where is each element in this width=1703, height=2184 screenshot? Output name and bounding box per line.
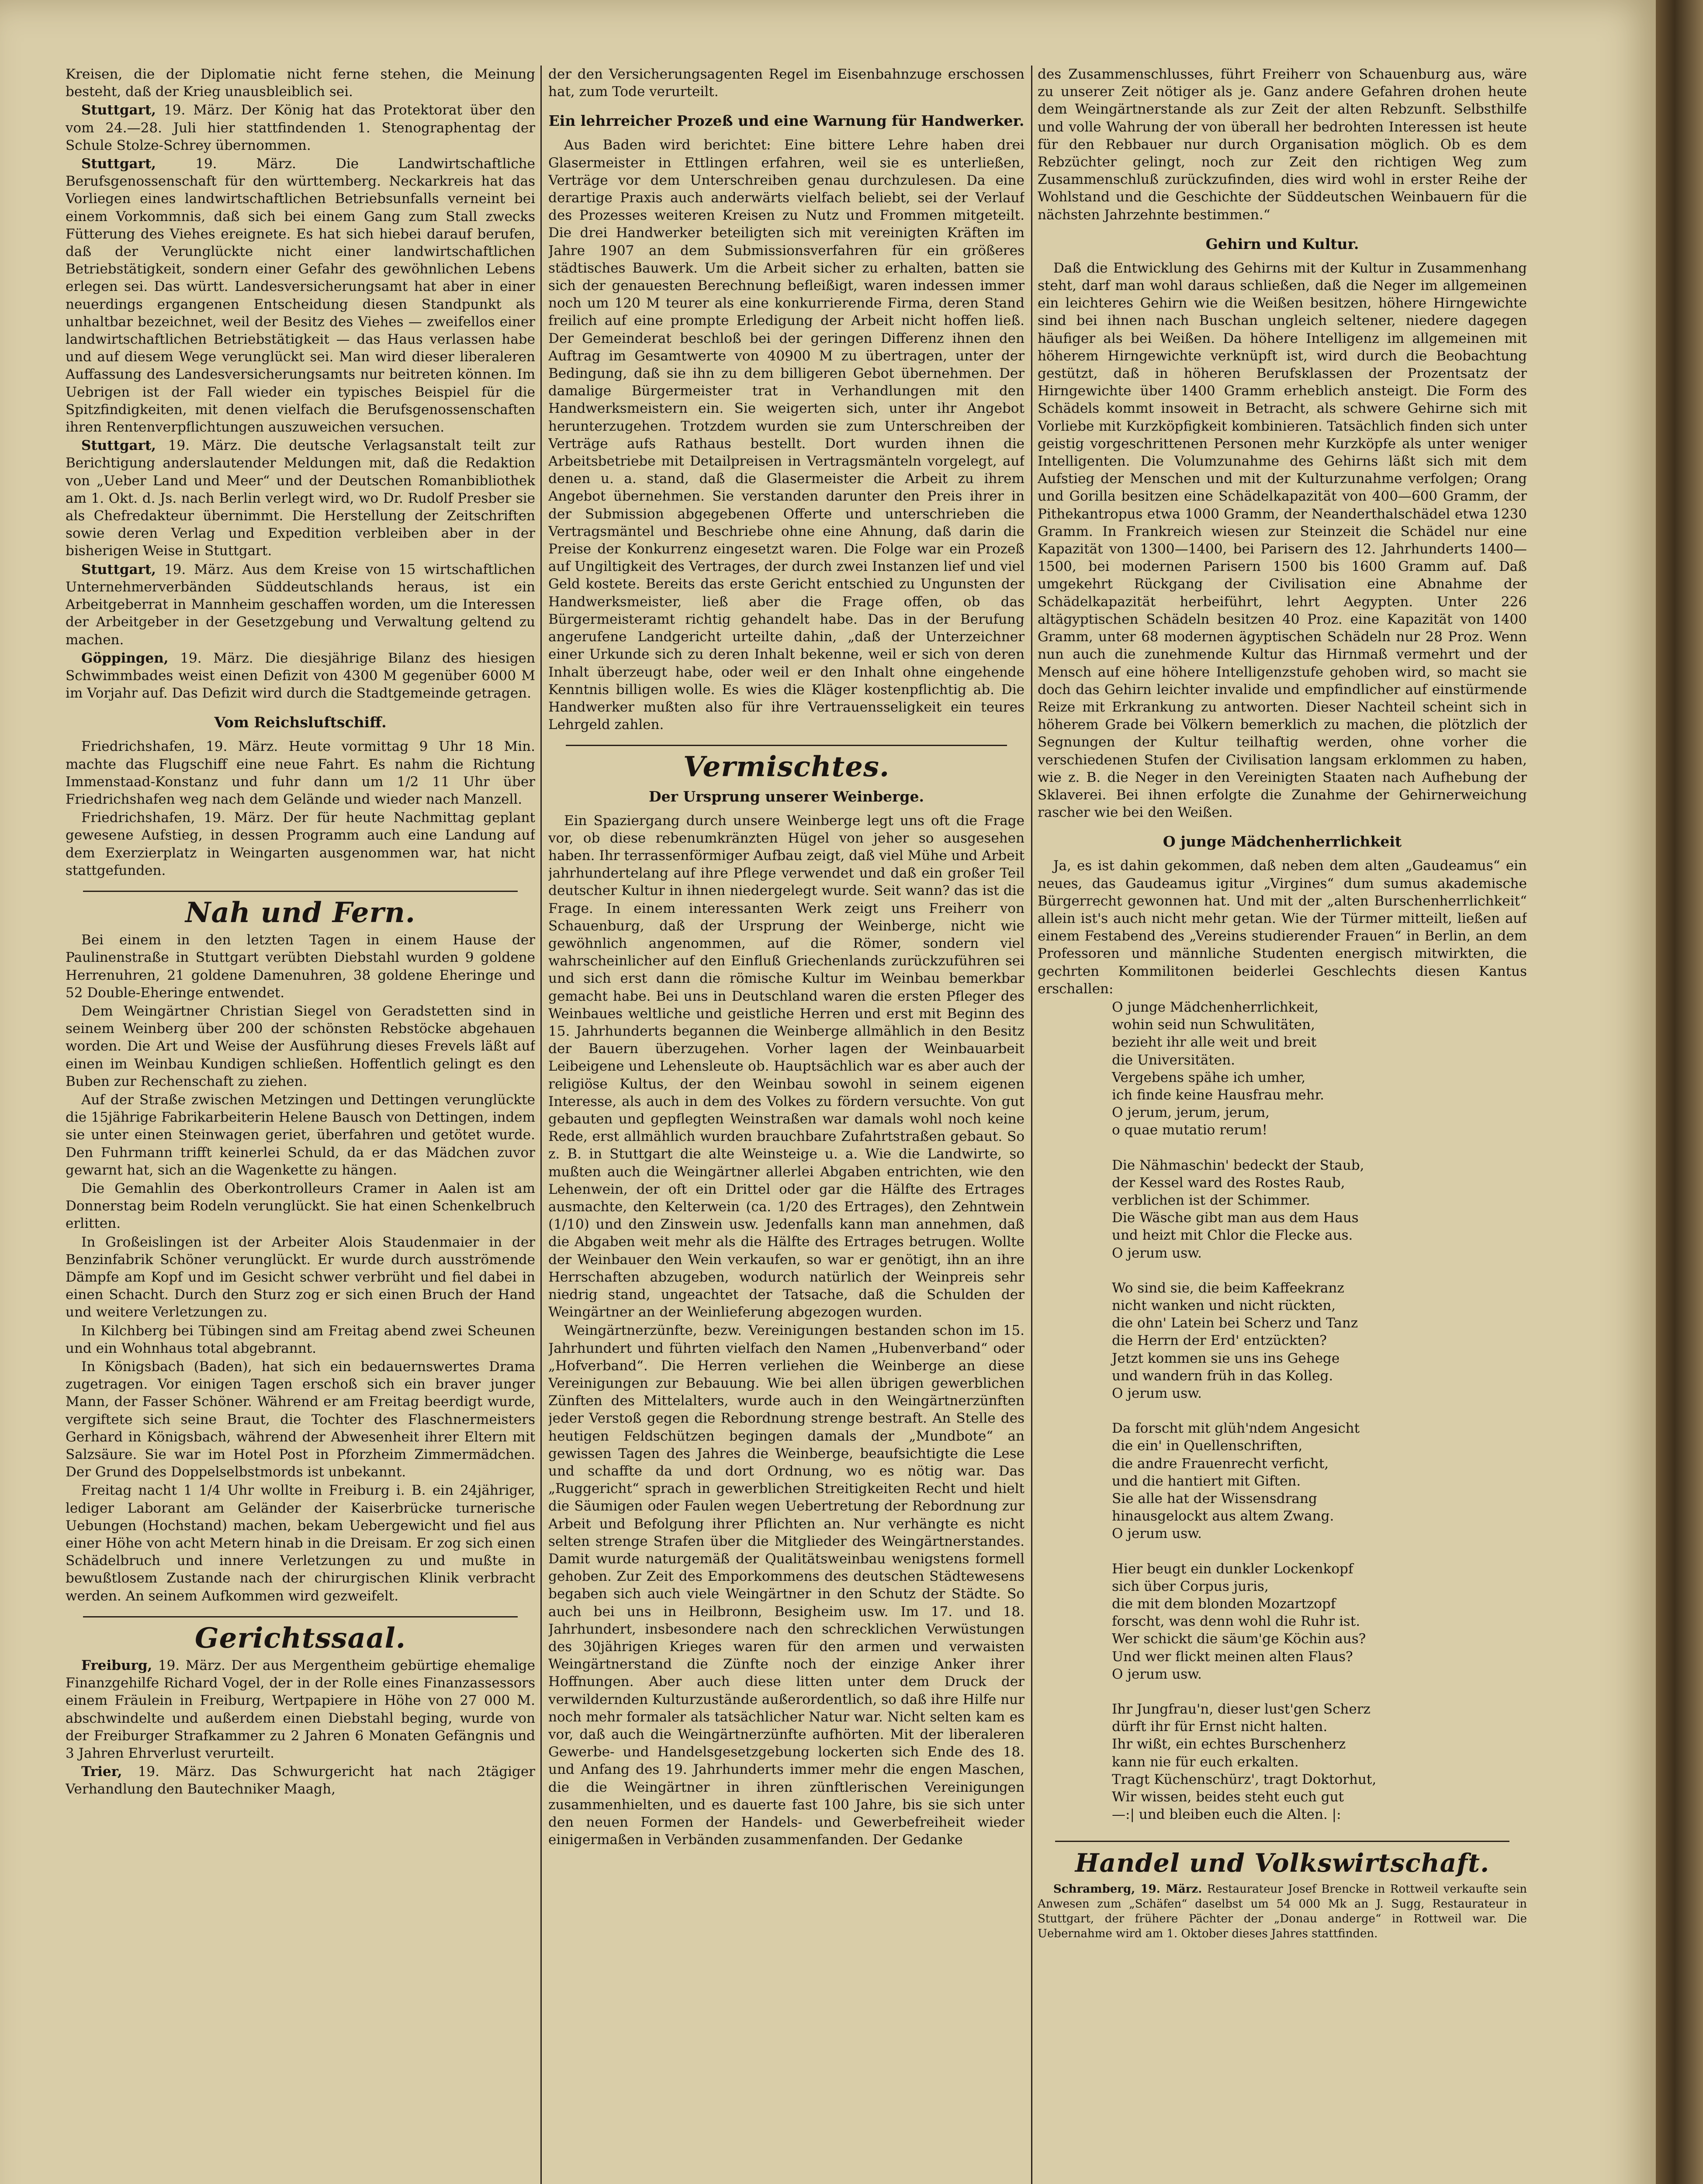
poem-line: Die Wäsche gibt man aus dem Haus [1112, 1210, 1359, 1226]
column-rule [540, 66, 542, 2184]
subheading-prozess: Ein lehrreicher Prozeß und eine Warnung für Handwerker. [548, 112, 1025, 130]
poem-stanza [1038, 1279, 1527, 1402]
poem-line: Wir wissen, beides steht euch gut [1112, 1789, 1344, 1805]
poem-line: O jerum, jerum, jerum, [1112, 1105, 1270, 1121]
poem-line: kann nie für euch erkalten. [1112, 1754, 1299, 1770]
poem-line: die ein' in Quellenschriften, [1112, 1438, 1303, 1454]
news-item: Bei einem in den letzten Tagen in einem Hause der Paulinenstraße in Stuttgart verübten Diebstahl wurden 9 goldene Herrenuhren, 21 goldene Damenuhren, 38 goldene Eheringe und 52 Double-Eheringe entwendet. [66, 932, 535, 1001]
news-item: Friedrichshafen, 19. März. Der für heute Nachmittag geplant gewesene Aufstieg, in dessen Programm auch eine Landung auf dem Exerzierplatz in Weingarten ausgenommen war, hat nicht stattgefunden. [66, 810, 535, 878]
section-heading-handel: Handel und Volkswirtschaft. [1075, 1848, 1490, 1878]
section-heading-gerichtssaal: Gerichtssaal. [194, 1621, 406, 1655]
article-paragraph: Daß die Entwicklung des Gehirns mit der Kultur in Zusammenhang steht, darf man wohl daraus schließen, daß die Neger im allgemeinen ein leichteres Gehirn wie die Weißen besitzen, höhere Hirngewichte sind bei ihnen nach Buschan ungleich seltener, niedere dagegen häufiger als bei Weißen. Da höhere Intelligenz im allgemeinen mit höherem Hirngewichte verknüpft ist, wird durch die Beobachtung gestützt, daß in höheren Berufsklassen der Prozentsatz der Hirngewichte über 1400 Gramm erheblich ansteigt. Die Form des Schädels kommt insoweit in Betracht, als schwere Gehirne sich mit Vorliebe mit Kurzköpfigkeit kombinieren. Tatsächlich finden sich unter geistig vorgeschrittenen Personen mehr Kurzköpfe als unter weniger Intelligenten. Die Volumzunahme des Gehirns läßt sich mit dem Aufstieg der Menschen und mit der Kulturzunahme verfolgen; Orang und Gorilla besitzen eine Schädelkapazität von 400—600 Gramm, der Pithekantropus etwa 1000 Gramm, der Neanderthalschädel etwa 1230 Gramm. In Frankreich wiesen zur Steinzeit die Schädel nur eine Kapazität von 1300—1400, bei Parisern des 12. Jahrhunderts 1400—1500, bei modernen Parisern 1500 bis 1600 Gramm auf. Daß umgekehrt Rückgang der Civilisation eine Abnahme der Schädelkapazität herbeiführt, lehrt Aegypten. Unter 226 altägyptischen Schädeln besitzen 40 Proz. eine Kapazität von 1400 Gramm, unter 68 modernen ägyptischen Schädeln nur 28 Proz. Wenn nun auch die zunehmende Kultur das Hirnmaß vermehrt und der Mensch auf eine höhere Intelligenzstufe gehoben wird, so macht sie doch das Gehirn leichter invalide und empfindlicher auf einstürmende Reize mit Erkrankung zu antworten. Dieser Nachteil scheint sich in höherem Grade bei Völkern bemerklich zu machen, die plötzlich der Segnungen der Kultur teilhaftig werden, ohne vorher die verschiedenen Stufen der Civilisation langsam erklommen zu haben, wie z. B. die Neger in den Vereinigten Staaten nach Aufhebung der Sklaverei. Bei ihnen erfolgte die Zunahme der Gehirnerweichung rascher wie bei den Weißen. [1038, 260, 1527, 821]
section-heading-vermischtes: Vermischtes. [683, 750, 890, 784]
section-divider [83, 891, 518, 892]
poem-line: O jerum usw. [1112, 1666, 1202, 1682]
column-1 [66, 66, 535, 2184]
poem-line: Wo sind sie, die beim Kaffeekranz [1112, 1280, 1344, 1296]
poem-line: wohin seid nun Schwulitäten, [1112, 1017, 1315, 1033]
poem-line: verblichen ist der Schimmer. [1112, 1192, 1310, 1208]
poem-line: und wandern früh in das Kolleg. [1112, 1368, 1333, 1384]
poem-line: o quae mutatio rerum! [1112, 1122, 1268, 1138]
article-paragraph: Ja, es ist dahin gekommen, daß neben dem alten „Gaudeamus“ ein neues, das Gaudeamus igitur „Virgines“ dum sumus akademische Bürgerrecht gewonnen hat. Und mit der „alten Burschenherrlichkeit“ allein ist's auch nicht mehr getan. Wie der Türmer mitteilt, ließen auf einem Festabend des „Vereins studierender Frauen“ in Berlin, an dem Professoren und männliche Studenten energisch mitwirkten, die gechrten Kommilitonen beiderlei Geschlechts diesen Kantus erschallen: [1038, 858, 1527, 997]
news-item: In Königsbach (Baden), hat sich ein bedauernswertes Drama zugetragen. Vor einigen Tagen erschoß sich ein braver junger Mann, der Fasser Schöner. Während er am Freitag beerdigt wurde, vergiftete sich seine Braut, die Tochter des Flaschnermeisters Gerhard in Königsbach, während der Abwesenheit ihrer Eltern mit Salzsäure. Sie war im Hotel Post in Pforzheim Zimmermädchen. Der Grund des Doppelselbstmords ist unbekannt. [66, 1359, 535, 1480]
book-binding [1656, 0, 1703, 2184]
article-paragraph: Weingärtnerzünfte, bezw. Vereinigungen bestanden schon im 15. Jahrhundert und führten vielfach den Namen „Hubenverband“ oder „Hofverband“. Die Herren verliehen die Weinberge an diese Vereinigungen zur Bebauung. Wie bei allen übrigen gewerblichen Zünften des Mittelalters, wurde auch in den Weingärtnerzünften jeder Verstoß gegen die Rebordnung strenge bestraft. An Stelle des heutigen Feldschützen begingen damals der „Mundbote“ an gewissen Tagen des Jahres die Weinberge, beaufsichtigte die Lese und schaffte da und dort Ordnung, wo es nötig war. Das „Ruggericht“ sprach in gewerblichen Streitigkeiten Recht und hielt die Säumigen oder Faulen wegen Uebertretung der Rebordnung zur Arbeit und Befolgung ihrer Pflichten an. Nur verhängte es nicht selten strenge Strafen über die Mitglieder des Weingärtnerstandes. Damit wurde naturgemäß der Qualitätsweinbau wenigstens formell gehoben. Zur Zeit des Emporkommens des deutschen Städtewesens begaben sich auch viele Weingärtner in den Schutz der Städte. So auch bei uns in Heilbronn, Besigheim usw. Im 17. und 18. Jahrhundert, insbesondere nach den schrecklichen Verwüstungen des 30jährigen Krieges waren für den armen und verwaisten Weingärtnerstand die Zünfte noch der einzige Anker ihrer Hoffnungen. Aber auch diese litten unter dem Druck der verwildernden Kulturzustände außerordentlich, so daß ihre Hilfe nur noch mehr formaler als tatsächlicher Natur war. Nicht selten kam es vor, daß auch die Weingärtnerzünfte aufhörten. Mit der liberaleren Gewerbe- und Handelsgesetzgebung lockerten sich Ende des 18. und Anfang des 19. Jahrhunderts immer mehr die engen Maschen, die die Weingärtner in ihren zünftlerischen Vereinigungen zusammenhielten, und es dauerte fast 100 Jahre, bis sie sich unter den neuen Formen der Handels- und Gewerbefreiheit wieder einigermaßen in Verbänden zusammenfanden. Der Gedanke [548, 1323, 1025, 1848]
news-item: In Großeislingen ist der Arbeiter Alois Staudenmaier in der Benzinfabrik Schöner verunglückt. Er wurde durch ausströmende Dämpfe am Kopf und im Gesicht schwer verbrüht und fiel dabei in einen Schacht. Durch den Sturz zog er sich einen Bruch der Hand und weitere Verletzungen zu. [66, 1234, 535, 1320]
news-item: Friedrichshafen, 19. März. Heute vormittag 9 Uhr 18 Min. machte das Flugschiff eine neue Fahrt. Es nahm die Richtung Immenstaad-Konstanz und fuhr dann um 1/2 11 Uhr über Friedrichshafen weg nach dem Gelände und wieder nach Manzell. [66, 739, 535, 807]
article-paragraph: Ein Spaziergang durch unsere Weinberge legt uns oft die Frage vor, ob diese rebenumkränzten Hügel von jeher so ausgesehen haben. Ihr terrassenförmiger Aufbau zeigt, daß viel Mühe und Arbeit jahrhundertelang auf ihre Pflege verwendet und daß ein großer Teil deutscher Kultur in ihnen niedergelegt wurde. Seit wann? das ist die Frage. In einem interessanten Werk zeigt uns Freiherr von Schauenburg, daß der Ursprung der Weinberge, nicht wie gewöhnlich angenommen, auf die Römer, sondern viel wahrscheinlicher auf den Einfluß Griechenlands zurückzuführen sei und sich erst dann die römische Kultur im Weinbau bemerkbar gemacht habe. Bei uns in Deutschland waren die ersten Pfleger des Weinbaues weltliche und geistliche Herren und erst mit Beginn des 15. Jahrhunderts begannen die Weinberge allmählich in den Besitz der Bauern überzugehen. Vorher lagen der Weinbauarbeit Leibeigene und Lehensleute ob. Hauptsächlich war es aber auch der religiöse Kultus, der den Weinbau sowohl in seinem eigenen Interesse, als auch in dem des Volkes zu fördern versuchte. Von gut gebauten und gepflegten Weinstraßen war damals wohl noch keine Rede, erst allmählich wurden brauchbare Zufahrtstraßen gebaut. So z. B. in Stuttgart die alte Weinsteige u. a. Wie die Landwirte, so mußten auch die Weingärtner allerlei Abgaben entrichten, wie den Lehenwein, der oft ein Drittel oder gar die Hälfte des Ertrages ausmachte, den Kelterwein (ca. 1/20 des Ertrages), den Zehntwein (1/10) und den Zinswein usw. Jedenfalls kann man annehmen, daß die Abgaben weit mehr als die Hälfte des Ertrages betrugen. Wollte der Weinbauer den Wein verkaufen, so war er genötigt, ihn an ihre Herrschaften abzugeben, wodurch natürlich der Weinpreis sehr niedrig stand, ungeachtet der Tatsache, daß die Schulden der Weingärtner an der Weinlieferung abgezogen wurden. [548, 812, 1025, 1320]
column-2 [548, 66, 1025, 2184]
poem-line: nicht wanken und nicht rückten, [1112, 1298, 1336, 1313]
poem-stanza [1038, 1157, 1527, 1262]
poem-line: Und wer flickt meinen alten Flaus? [1112, 1648, 1353, 1665]
news-item: Stuttgart, 19. März. Die Landwirtschaftliche Berufsgenossenschaft für den württemberg. Neckarkreis hat das Vorliegen eines landwirtschaftlichen Betriebsunfalls verneint bei einem Vorkommnis, daß sich bei einem Gang zum Stall zwecks Fütterung des Viehes ereignete. Es hat sich hiebei darauf berufen, daß der Verunglückte nicht einer landwirtschaftlichen Betriebstätigkeit, sondern einer Gefahr des gewöhnlichen Lebens erlegen sei. Das württ. Landesversicherungsamt hat aber in einer neuerdings ergangenen Entscheidung diesen Standpunkt als unhaltbar bezeichnet, weil der Besitz des Viehes — zweifellos einer landwirtschaftlichen Betriebstätigkeit — das Haus verlassen habe und auf diesem Wege verunglückt sei. Man wird dieser liberaleren Auffassung des Landesversicherungsamts nur beitreten können. Im Uebrigen ist der Fall wieder ein typisches Beispiel für die Spitzfindigkeiten, mit denen vielfach die Berufsgenossenschaften ihren Rentenverpflichtungen auszuweichen versuchen. [66, 156, 535, 435]
news-item: In Kilchberg bei Tübingen sind am Freitag abend zwei Scheunen und ein Wohnhaus total abgebrannt. [66, 1323, 535, 1356]
trade-notice: Schramberg, 19. März. Restaurateur Josef Brencke in Rottweil verkaufte sein Anwesen zum „Schäfen“ daselbst um 54 000 Mk an J. Sugg, Restaurateur in Stuttgart, der frühere Pächter der „Donau anderge“ in Rottweil war. Die Uebernahme wird am 1. Oktober dieses Jahres stattfinden. [1038, 1882, 1527, 1940]
poem-line: Vergebens spähe ich umher, [1112, 1069, 1306, 1085]
poem-line: die Universitäten. [1112, 1052, 1236, 1068]
poem-line: der Kessel ward des Rostes Raub, [1112, 1175, 1345, 1191]
article-paragraph: Aus Baden wird berichtet: Eine bittere Lehre haben drei Glasermeister in Ettlingen erfahren, weil sie es unterließen, Verträge vor dem Unterschreiben genau durchzulesen. Da eine derartige Praxis auch anderwärts vielfach beliebt, sei der Verlauf des Prozesses weiteren Kreisen zu Nutz und Frommen mitgeteilt. Die drei Handwerker beteiligten sich mit vereinigten Kräften im Jahre 1907 an dem Submissionsverfahren für ein größeres städtisches Bauwerk. Um die Arbeit sicher zu erhalten, batten sie sich der genauesten Berechnung befleißigt, waren indessen immer noch um 120 M teurer als eine konkurrierende Firma, deren Stand freilich auf eine prompte Erledigung der Arbeit nicht hoffen ließ. Der Gemeinderat beschloß bei der geringen Differenz ihnen den Auftrag im Gesamtwerte von 40900 M zu übertragen, unter der Bedingung, daß sie ihn zu dem billigeren Gebot übernehmen. Der damalige Bürgermeister trat in Verhandlungen mit den Handwerksmeistern ein. Sie weigerten sich, unter ihr Angebot herunterzugehen. Trotzdem wurden sie zum Unterschreiben der Verträge aufs Rathaus bestellt. Dort wurden ihnen die Arbeitsbetriebe mit Detailpreisen in Vertragsmänteln vorgelegt, auf denen u. a. stand, daß die Glasermeister die Arbeit zu ihrem Angebot übernehmen. Sie verstanden darunter den Preis ihrer in der Submission abgegebenen Offerte und unterschrieben die Vertragsmäntel und Beschriebe ohne eine Ahnung, daß darin die Preise der Konkurrenz eingesetzt waren. Die Folge war ein Prozeß auf Ungiltigkeit des Vertrages, der durch zwei Instanzen lief und viel Geld kostete. Bereits das erste Gericht entschied zu Ungunsten der Handwerksmeister, ließ aber die Frage offen, ob das Bürgermeisteramt richtig gehandelt habe. Das in der Berufung angerufene Landgericht urteilte dahin, „daß der Unterzeichner einer Urkunde sich zu deren Inhalt bekenne, weil er sich von deren Inhalt überzeugt habe, oder weil er den Inhalt ohne eingehende Kenntnis billigen wolle. Es wies die Kläger kostenpflichtig ab. Die Handwerker mußten also für ihre Vertrauensseligkeit ein teures Lehrgeld zahlen. [548, 137, 1025, 733]
poem-stanza [1038, 1560, 1527, 1683]
news-item: Auf der Straße zwischen Metzingen und Dettingen verunglückte die 15jährige Fabrikarbeiterin Helene Bausch von Dettingen, indem sie unter einen Steinwagen geriet, überfahren und getötet wurde. Den Fuhrmann trifft keinerlei Schuld, da er das Mädchen zuvor gewarnt hat, sich an die Wagenkette zu hängen. [66, 1092, 535, 1178]
poem-line: ich finde keine Hausfrau mehr. [1112, 1087, 1324, 1103]
poem-line: Hier beugt ein dunkler Lockenkopf [1112, 1561, 1353, 1577]
news-item: Freitag nacht 1 1/4 Uhr wollte in Freiburg i. B. ein 24jähriger, lediger Laborant am Geländer der Kaiserbrücke turnerische Uebungen (Hochstand) machen, bekam Uebergewicht und fiel aus einer Höhe von acht Metern hinab in die Dreisam. Er zog sich einen Schädelbruch und innere Verletzungen zu und mußte in bewußtlosem Zustande nach der chirurgischen Klinik verbracht werden. An seinem Aufkommen wird gezweifelt. [66, 1482, 535, 1604]
poem-line: Sie alle hat der Wissensdrang [1112, 1491, 1317, 1507]
poem-line: die mit dem blonden Mozartzopf [1112, 1596, 1336, 1612]
poem-line: O jerum usw. [1112, 1245, 1202, 1261]
news-item: Dem Weingärtner Christian Siegel von Geradstetten sind in seinem Weinberg über 200 der schönsten Rebstöcke abgehauen worden. Die Art und Weise der Ausführung dieses Frevels läßt auf einen im Weinbau Kundigen schließen. Hoffentlich gelingt es den Buben zur Rechenschaft zu ziehen. [66, 1003, 535, 1089]
column-3 [1038, 66, 1527, 2184]
poem-line: Tragt Küchenschürz', tragt Doktorhut, [1112, 1771, 1377, 1787]
continued-text: Kreisen, die der Diplomatie nicht ferne stehen, die Meinung besteht, daß der Krieg unausbleiblich sei. [66, 66, 535, 100]
section-divider [1055, 1841, 1509, 1842]
poem-line: O jerum usw. [1112, 1526, 1202, 1542]
column-rule [1031, 66, 1032, 2184]
subheading-zeppelin: Vom Reichsluftschiff. [214, 714, 387, 731]
poem-line: und heizt mit Chlor die Flecke aus. [1112, 1227, 1353, 1244]
poem-line: forscht, was denn wohl die Ruhr ist. [1112, 1614, 1360, 1630]
news-item: Stuttgart, 19. März. Die deutsche Verlagsanstalt teilt zur Berichtigung anderslautender Meldungen mit, daß die Redaktion von „Ueber Land und Meer“ und der Deutschen Romanbibliothek am 1. Okt. d. Js. nach Berlin verlegt wird, wo Dr. Rudolf Presber sie als Chefredakteur übernimmt. Die Herstellung der Zeitschriften sowie deren Verlag und Expedition verbleiben aber in der bisherigen Weise in Stuttgart. [66, 438, 535, 559]
poem-line: Wer schickt die säum'ge Köchin aus? [1112, 1631, 1366, 1647]
poem-line: hinausgelockt aus altem Zwang. [1112, 1508, 1334, 1524]
continued-text: des Zusammenschlusses, führt Freiherr von Schauenburg aus, wäre zu unserer Zeit nötiger als je. Ganz andere Gefahren drohen heute dem Weingärtnerstande als zur Zeit der alten Rebzunft. Selbsthilfe und volle Wahrung der von überall her bedrohten Interessen ist heute für den Rebbauer nur durch Organisation möglich. Ob es dem Rebzüchter gelingt, noch zur Zeit den richtigen Weg zum Zusammenschluß zurückzufinden, dies wird wohl in erster Reihe der Wohlstand und die Geschichte der Süddeutschen Weinbauern für die nächsten Jahrzehnte bestimmen.“ [1038, 66, 1527, 223]
news-item: Trier, 19. März. Das Schwurgericht hat nach 2tägiger Verhandlung den Bautechniker Maagh, [66, 1764, 535, 1797]
news-item: Stuttgart, 19. März. Der König hat das Protektorat über den vom 24.—28. Juli hier stattfindenden 1. Stenographentag der Schule Stolze-Schrey übernommen. [66, 102, 535, 153]
poem-line: sich über Corpus juris, [1112, 1578, 1269, 1594]
section-heading-nah-und-fern: Nah und Fern. [185, 896, 416, 929]
poem-line: Die Nähmaschin' bedeckt der Staub, [1112, 1157, 1364, 1173]
poem-line: die ohn' Latein bei Scherz und Tanz [1112, 1315, 1358, 1331]
news-item: Die Gemahlin des Oberkontrolleurs Cramer in Aalen ist am Donnerstag beim Rodeln verunglückt. Sie hat einen Schenkelbruch erlitten. [66, 1180, 535, 1232]
news-item: Freiburg, 19. März. Der aus Mergentheim gebürtige ehemalige Finanzgehilfe Richard Vogel, der in der Rolle eines Finanzassessors einem Fräulein in Freiburg, Wertpapiere in Höhe von 27 000 M. abschwindelte und außerdem einen Diebstahl beging, wurde von der Freiburger Strafkammer zu 2 Jahren 6 Monaten Gefängnis und 3 Jahren Ehrverlust verurteilt. [66, 1658, 535, 1762]
poem-line: bezieht ihr alle weit und breit [1112, 1034, 1317, 1051]
poem-line: Ihr wißt, ein echtes Burschenherz [1112, 1736, 1346, 1752]
poem-stanza [1038, 1700, 1527, 1823]
poem-line: die Herrn der Erd' entzückten? [1112, 1333, 1327, 1349]
subheading-maedchen: O junge Mädchenherrlichkeit [1163, 833, 1402, 850]
poem-line: O jerum usw. [1112, 1386, 1202, 1402]
poem-line: die andre Frauenrecht verficht, [1112, 1455, 1329, 1472]
poem [1038, 999, 1527, 1824]
poem-stanza [1038, 999, 1527, 1139]
poem-stanza [1038, 1420, 1527, 1542]
section-divider [83, 1616, 518, 1617]
poem-line: Ihr Jungfrau'n, dieser lust'gen Scherz [1112, 1701, 1371, 1717]
continued-text: der den Versicherungsagenten Regel im Eisenbahnzuge erschossen hat, zum Tode verurteilt. [548, 66, 1025, 100]
news-item: Göppingen, 19. März. Die diesjährige Bilanz des hiesigen Schwimmbades weist einen Defizit von 4300 M gegenüber 6000 M im Vorjahr auf. Das Defizit wird durch die Stadtgemeinde getragen. [66, 650, 535, 702]
poem-line: O junge Mädchenherrlichkeit, [1112, 999, 1319, 1015]
subheading-gehirn: Gehirn und Kultur. [1205, 235, 1359, 252]
poem-line: —:| und bleiben euch die Alten. |: [1112, 1807, 1341, 1823]
poem-line: Da forscht mit glüh'ndem Angesicht [1112, 1420, 1360, 1437]
poem-line: dürft ihr für Ernst nicht halten. [1112, 1719, 1328, 1735]
section-divider [566, 745, 1007, 746]
poem-line: und die hantiert mit Giften. [1112, 1473, 1301, 1489]
poem-line: Jetzt kommen sie uns ins Gehege [1112, 1350, 1340, 1366]
subheading-weinberge: Der Ursprung unserer Weinberge. [649, 788, 924, 805]
news-item: Stuttgart, 19. März. Aus dem Kreise von 15 wirtschaftlichen Unternehmerverbänden Süddeutschlands heraus, ist ein Arbeitgeberrat in Mannheim geschaffen worden, um die Interessen der Arbeitgeber in der Gesetzgebung und Verwaltung geltend zu machen. [66, 561, 535, 648]
